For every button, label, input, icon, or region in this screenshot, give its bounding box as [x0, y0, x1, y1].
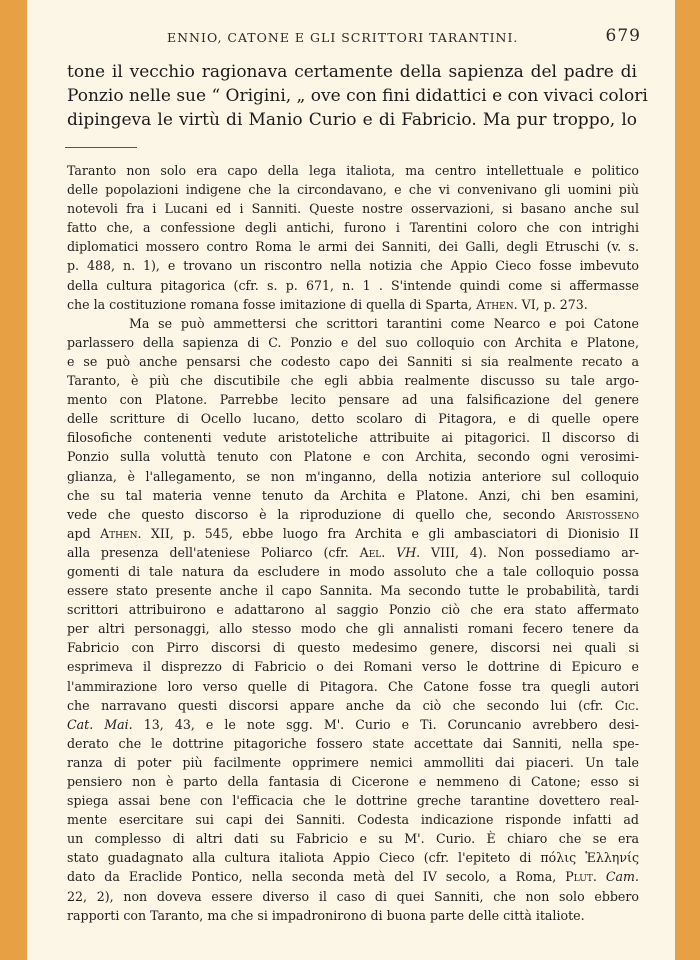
- footnote-line: glianza, è l'allegamento, se non m'inganno, della notizia anteriore sul colloquio: [67, 468, 639, 484]
- footnote-line: [67, 867, 639, 886]
- running-title: ENNIO, CATONE E GLI SCRITTORI TARANTINI.: [167, 30, 519, 45]
- footnote-line: Fabricio con Pirro discorsi di questo medesimo genere, discorsi nei quali si: [67, 640, 639, 656]
- footnote-line: [67, 543, 639, 562]
- citation-plut: Plut.: [565, 869, 597, 885]
- citation-aristosseno: Aristosseno: [566, 506, 639, 522]
- footnote-line: esprimeva il disprezzo di Fabricio o dei Romani verso le dottrine di Epicuro e: [67, 659, 639, 675]
- footnote-line: [67, 524, 639, 543]
- footnote-line: un complesso di altri dati su Fabricio e su M'. Curio. È chiaro che se era: [67, 831, 639, 847]
- text-run: XII, p. 545, ebbe luogo fra Archita e gli ambasciatori di Dionisio II: [141, 525, 639, 541]
- footnote-line: [67, 505, 639, 524]
- footnote-line: fatto che, a confessione degli antichi, furono i Tarentini coloro che con intrighi: [67, 220, 639, 236]
- footnote-line: per altri personaggi, allo stesso modo che gli annalisti romani fecero tenere da: [67, 621, 639, 637]
- citation-vh: VH.: [385, 544, 421, 560]
- main-text-line: tone il vecchio ragionava certamente della sapienza del padre di: [67, 62, 637, 82]
- page-number: 679: [605, 26, 641, 46]
- text-run: alla presenza dell'ateniese Poliarco (cfr.: [67, 544, 360, 560]
- citation-cam: Cam.: [596, 869, 640, 885]
- footnote-line: delle popolazioni indigene che la circondavano, e che vi convenivano gli uomini più: [67, 182, 639, 198]
- citation-cat-mai: Cat. Mai.: [67, 716, 133, 732]
- footnote-line: gomenti di tale natura da escludere in modo assoluto che a tale colloquio possa: [67, 563, 639, 579]
- book-page: [27, 0, 675, 960]
- footnote-line: mento con Platone. Parrebbe lecito pensare ad una falsificazione del genere: [67, 392, 639, 408]
- main-text: [67, 60, 648, 132]
- footnote-line: Ma se può ammettersi che scrittori tarantini come Nearco e poi Catone: [129, 315, 639, 331]
- footnote-line: Ponzio sulla voluttà tenuto con Platone e con Archita, secondo ogni verosimi-: [67, 449, 639, 465]
- footnote-line: delle scritture di Ocello lucano, detto scolaro di Pitagora, e di quelle opere: [67, 411, 639, 427]
- footnote-line: stato guadagnato alla cultura italiota Appio Cieco (cfr. l'epiteto di πόλις Ἑλληνίς: [67, 850, 639, 866]
- footnote: [67, 161, 639, 925]
- footnote-line: Taranto, è più che discutibile che egli abbia realmente discusso su tale argo-: [67, 373, 639, 389]
- text-run: 13, 43, e le note sgg. M'. Curio e Ti. Coruncanio avrebbero desi-: [132, 716, 639, 732]
- footnote-line: che su tal materia venne tenuto da Archita e Platone. Anzi, chi ben esamini,: [67, 487, 639, 503]
- citation-ael: Ael.: [359, 544, 386, 560]
- footnote-line: p. 488, n. 1), e trovano un riscontro nella notizia che Appio Cieco fosse imbevuto: [67, 258, 639, 274]
- text-run: VIII, 4). Non possediamo ar-: [420, 544, 640, 560]
- citation-cic: Cic.: [614, 697, 639, 713]
- footnote-line: pensiero non è parto della fantasia di Cicerone e nemmeno di Catone; esso si: [67, 774, 639, 789]
- footnote-line: ranza di poter più facilmente opprimere nemici ammolliti dai piaceri. Un tale: [67, 754, 639, 770]
- footnote-line: Taranto non solo era capo della lega italiota, ma centro intellettuale e politico: [67, 163, 639, 178]
- citation-athen: Athen.: [100, 525, 142, 541]
- footnote-line: 22, 2), non doveva essere diverso il caso di quei Sanniti, che non solo ebbero: [67, 888, 639, 904]
- text-run: che la costituzione romana fosse imitazione di quella di Sparta,: [67, 296, 477, 312]
- citation-athen: Athen.: [476, 296, 518, 312]
- footnote-line: [67, 715, 639, 734]
- footnote-line: parlassero della sapienza di C. Ponzio e del suo colloquio con Archita e Platone,: [67, 334, 639, 350]
- main-text-line: dipingeva le virtù di Manio Curio e di Fabricio. Ma pur troppo, lo: [67, 110, 637, 130]
- main-text-line: Ponzio nelle sue “ Origini, „ ove con fini didattici e con vivaci colori: [67, 86, 648, 106]
- text-run: che narravano questi discorsi appare anche da ciò che secondo lui (cfr.: [67, 697, 615, 713]
- text-run: VI, p. 273.: [517, 296, 588, 312]
- footnote-line: notevoli fra i Lucani ed i Sanniti. Queste nostre osservazioni, si basano anche sul: [67, 201, 639, 217]
- text-run: vede che questo discorso è la riproduzione di quello che, secondo: [67, 506, 567, 522]
- footnote-line: della cultura pitagorica (cfr. s. p. 671, n. 1 . S'intende quindi come si affermasse: [67, 277, 639, 293]
- footnote-line: spiega assai bene con l'efficacia che le dottrine greche tarantine dovettero real-: [67, 793, 639, 809]
- footnote-line: filosofiche contenenti vedute aristoteliche attribuite ai pitagorici. Il discorso di: [67, 430, 639, 446]
- footnote-line: essere stato presente anche il capo Sannita. Ma secondo tutte le probabilità, tardi: [67, 583, 639, 599]
- footnote-line: l'ammirazione loro verso quelle di Pitagora. Che Catone fosse tra quegli autori: [67, 678, 639, 694]
- footnote-line: [67, 295, 639, 314]
- footnote-line: [67, 696, 639, 715]
- footnote-line: scrittori attribuirono e adattarono al saggio Ponzio ciò che era stato affermato: [67, 602, 639, 618]
- footnote-last-line: rapporti con Taranto, ma che si impadronirono di buona parte delle città italiote.: [67, 907, 585, 923]
- footnote-line: mente esercitare sui capi dei Sanniti. Codesta indicazione risponde infatti ad: [67, 812, 639, 828]
- text-run: dato da Eraclide Pontico, nella seconda metà del IV secolo, a Roma,: [67, 869, 566, 885]
- footnote-rule: [65, 147, 137, 148]
- footnote-line: diplomatici mossero contro Roma le armi dei Sanniti, dei Galli, degli Etruschi (v. s.: [67, 239, 639, 255]
- text-run: apd: [67, 525, 101, 541]
- footnote-line: derato che le dottrine pitagoriche fossero state accettate dai Sanniti, nella spe-: [67, 735, 639, 751]
- footnote-line: e se può anche pensarsi che codesto capo dei Sanniti si sia realmente recato a: [67, 353, 639, 369]
